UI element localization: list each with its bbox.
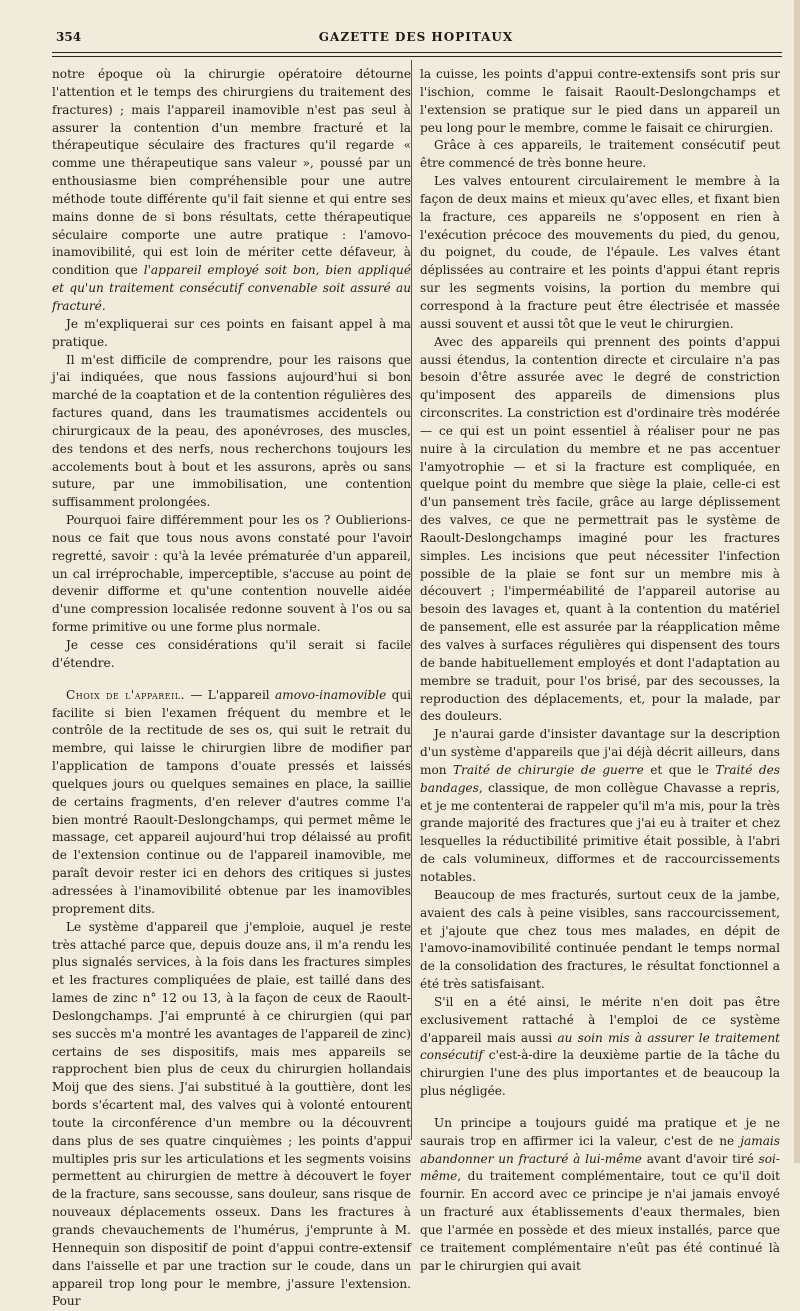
paragraph: Beaucoup de mes fracturés, surtout ceux de la jambe, avaient des cals à peine visibles, sans raccourcissement, et j'ajoute que chez tous mes malades, en dépit de l'amovo-inamovibilité continuée pendant le temps normal de la consolidation des fractures, le résultat fonctionnel a été très satisfaisant. — [420, 887, 780, 992]
paragraph: Le système d'appareil que j'emploie, auquel je reste très attaché parce que, depuis douze ans, il m'a rendu les plus signalés services, à la fois dans les fractures simples et les fractures compliquées de plaie, est taillé dans des lames de zinc n° 12 ou 13, à la façon de ceux de Raoult-Deslongchamps. J'ai emprunté à ce chirurgien (qui par ses succès m'a montré les avantages de l'appareil de zinc) certains de ses dispositifs, mais mes appareils se rapprochent bien plus de ceux du chirurgien hollandais Moij que des siens. J'ai substitué à la gouttière, dont les bords s'écartent mal, des valves qui à volonté entourent toute la circonférence d'un membre ou la découvrent dans plus de ses quatre cinquièmes ; les points d'appui multiples pris sur les articulations et les segments voisins permettent au chirurgien de mettre à découvert le foyer de la fracture, sans secousse, sans douleur, sans risque de nouveaux déplacements osseux. Dans les fractures à grands chevauchements de l'humérus, j'emprunte à M. Hennequin son dispositif de point d'appui contre-extensif dans l'aisselle et par une traction sur le coude, dans un appareil trop long pour le membre, j'assure l'extension. Pour — [52, 919, 411, 1309]
paragraph-text: , du traitement complémentaire, tout ce qu'il doit fournir. En accord avec ce principe je n'ai jamais envoyé un fracturé aux établissements d'eaux thermales, bien que l'armée en possède et des mieux installés, parce que ce traitement complémentaire n'eût pas été continué là par le chirurgien qui avait — [420, 1169, 780, 1273]
paragraph: la cuisse, les points d'appui contre-extensifs sont pris sur l'ischion, comme le faisait Raoult-Deslongchamps et l'extension se pratique sur le pied dans un appareil un peu long pour le membre, comme le faisait ce chirurgien. — [420, 67, 780, 135]
paragraph-text: , classique, de mon collègue Chavasse a repris, et je me contenterai de rappeler qu'il m'a mis, pour la très grande majorité des fractures que j'ai eu à traiter et chez lesquelles la réductibilité primitive était possible, à l'abri de cals volumineux, difformes et de raccourcissements notables. — [420, 780, 780, 884]
paragraph-text: notre époque où la chirurgie opératoire détourne l'attention et le temps des chirurgiens du traitement des fractures) ; mais l'appareil inamovible n'est pas seul à assurer la contention d'un membre fracturé et la thérapeutique séculaire des fractures qu'il regarde « comme une thérapeutique sans valeur », poussé par un enthousiasme bien compréhensible pour une autre méthode toute différente qu'il fait sienne et qui entre ses mains donne de si bons résultats, cette thérapeutique séculaire comporte une autre pratique : l'amovo-inamovibilité, qui est loin de mériter cette défaveur, à condition que — [52, 67, 411, 278]
header-rule-thick — [52, 52, 782, 53]
book-title: Traité des bandages — [420, 762, 780, 795]
book-title: Traité de chirurgie de guerre — [453, 762, 644, 777]
running-title: GAZETTE DES HOPITAUX — [318, 30, 514, 44]
left-column — [52, 66, 411, 1311]
right-column — [420, 66, 780, 1276]
paragraph — [420, 1115, 780, 1276]
emphasis-text: jamais abandonner un fracturé à lui-même — [420, 1133, 780, 1166]
section-paragraph — [52, 687, 411, 919]
paragraph-text: S'il en a été ainsi, le mérite n'en doit pas être exclusivement rattaché à l'emploi de ce système d'appareil mais aussi — [420, 994, 780, 1045]
paragraph-text: et que le — [643, 762, 716, 777]
paragraph: Grâce à ces appareils, le traitement consécutif peut être commencé de très bonne heure. — [420, 138, 780, 171]
paragraph-text: — L'appareil — [184, 687, 276, 702]
paragraph: Je cesse ces considérations qu'il serait si facile d'étendre. — [52, 638, 411, 670]
paragraph: Pourquoi faire différemment pour les os ? Oublierions-nous ce fait que tous nous avons constaté pour l'avoir regretté, savoir : qu'à la levée prématurée d'un appareil, un cal irréprochable, imperceptible, s'accuse au point de devenir difforme et qu'une contention nouvelle aidée d'une compression localisée redonne souvent à l'os ou sa forme primitive ou une forme plus normale. — [52, 513, 411, 635]
paragraph-text: Un principe a toujours guidé ma pratique et je ne saurais trop en affirmer ici la valeur, c'est de ne — [420, 1115, 780, 1148]
column-divider — [411, 60, 412, 1140]
paragraph: Avec des appareils qui prennent des points d'appui aussi étendus, la contention directe et circulaire n'a pas besoin d'être assurée avec le degré de constriction qu'imposent des appareils de dimensions plus circonscrites. La constriction est d'ordinaire très modérée — ce qui est un point essentiel à réaliser pour ne pas nuire à la circulation du membre et ne pas accentuer l'amyotrophie — et si la fracture est compliquée, en quelque point du membre que siège la plaie, celle-ci est d'un pansement très facile, grâce au large déplissement des valves, ce que ne permettrait pas le système de Raoult-Deslongchamps imaginé pour les fractures simples. Les incisions que peut nécessiter l'infection possible de la plaie se font sur un membre mis à découvert ; l'imperméabilité de l'appareil autorise au besoin des lavages et, quant à la contention du matériel de pansement, elle est assurée par la réapplication même des valves à surfaces régulières qui dispensent des tours de bande habituellement employés et dont l'adaptation au membre se traduit, pour l'os brisé, par des secousses, la reproduction des déplacements, et, pour la malade, par des douleurs. — [420, 334, 780, 724]
page-number: 354 — [56, 30, 82, 44]
emphasis-text: au soin mis à assurer le traitement consécutif — [420, 1030, 780, 1063]
header-rule-thin — [52, 56, 782, 57]
emphasis-text: l'appareil employé soit bon, bien appliqué et qu'un traitement consécutif convenable soit assuré au fracturé. — [52, 263, 411, 313]
emphasis-text: amovo-inamovible — [275, 687, 387, 702]
paragraph-text: avant d'avoir tiré — [641, 1151, 759, 1166]
emphasis-text: soi-même — [420, 1151, 780, 1184]
paragraph: Il m'est difficile de comprendre, pour les raisons que j'ai indiquées, que nous fassions aujourd'hui si bon marché de la coaptation et de la contention régulières des factures quand, dans les traumatismes accidentels ou chirurgicaux de la peau, des aponévroses, des muscles, des tendons et des nerfs, nous recherchons toujours les accolements bout à bout et les assurons, après ou sans suture, par une immobilisation, une contention suffisamment prolongées. — [52, 352, 411, 510]
section-heading: Choix de l'appareil. — [66, 687, 185, 702]
paragraph-text: Je n'aurai garde d'insister davantage sur la description d'un système d'appareils que j'ai déjà décrit ailleurs, dans mon — [420, 727, 780, 777]
paragraph-text: qui facilite si bien l'examen fréquent du membre et le contrôle de la rectitude de ses os, qui suit le retrait du membre, qui laisse le chirurgien libre de modifier par l'application de tampons d'ouate pressés et laissés quelques jours ou quelques semaines en place, la saillie de certains fragments, d'en relever d'autres comme l'a bien montré Raoult-Deslongchamps, qui permet même le massage, cet appareil aujourd'hui trop délaissé au profit de l'extension continue ou de l'appareil inamovible, me paraît devoir rester ici en dehors des critiques si justes adressées à l'inamovibilité obtenue par les inamovibles proprement dits. — [52, 687, 411, 916]
paragraph — [420, 726, 780, 887]
paragraph-text: c'est-à-dire la deuxième partie de la tâche du chirurgien l'une des plus importantes et de beaucoup la plus négligée. — [420, 1048, 780, 1099]
paragraph: Je m'expliquerai sur ces points en faisant appel à ma pratique. — [52, 316, 411, 349]
paragraph: Les valves entourent circulairement le membre à la façon de deux mains et mieux qu'avec elles, et fixant bien la fracture, ces appareils ne s'opposent en rien à l'exécution précoce des mouvements du pied, du genou, du poignet, du coude, de l'épaule. Les valves étant déplissées au contraire et les points d'appui étant repris sur les segments voisins, la portion du membre qui correspond à la fracture peut être électrisée et massée aussi souvent et aussi tôt que le veut le chirurgien. — [420, 174, 780, 331]
page-edge — [794, 0, 800, 1163]
page-header — [52, 30, 780, 52]
paragraph — [52, 66, 411, 316]
paragraph — [420, 994, 780, 1101]
